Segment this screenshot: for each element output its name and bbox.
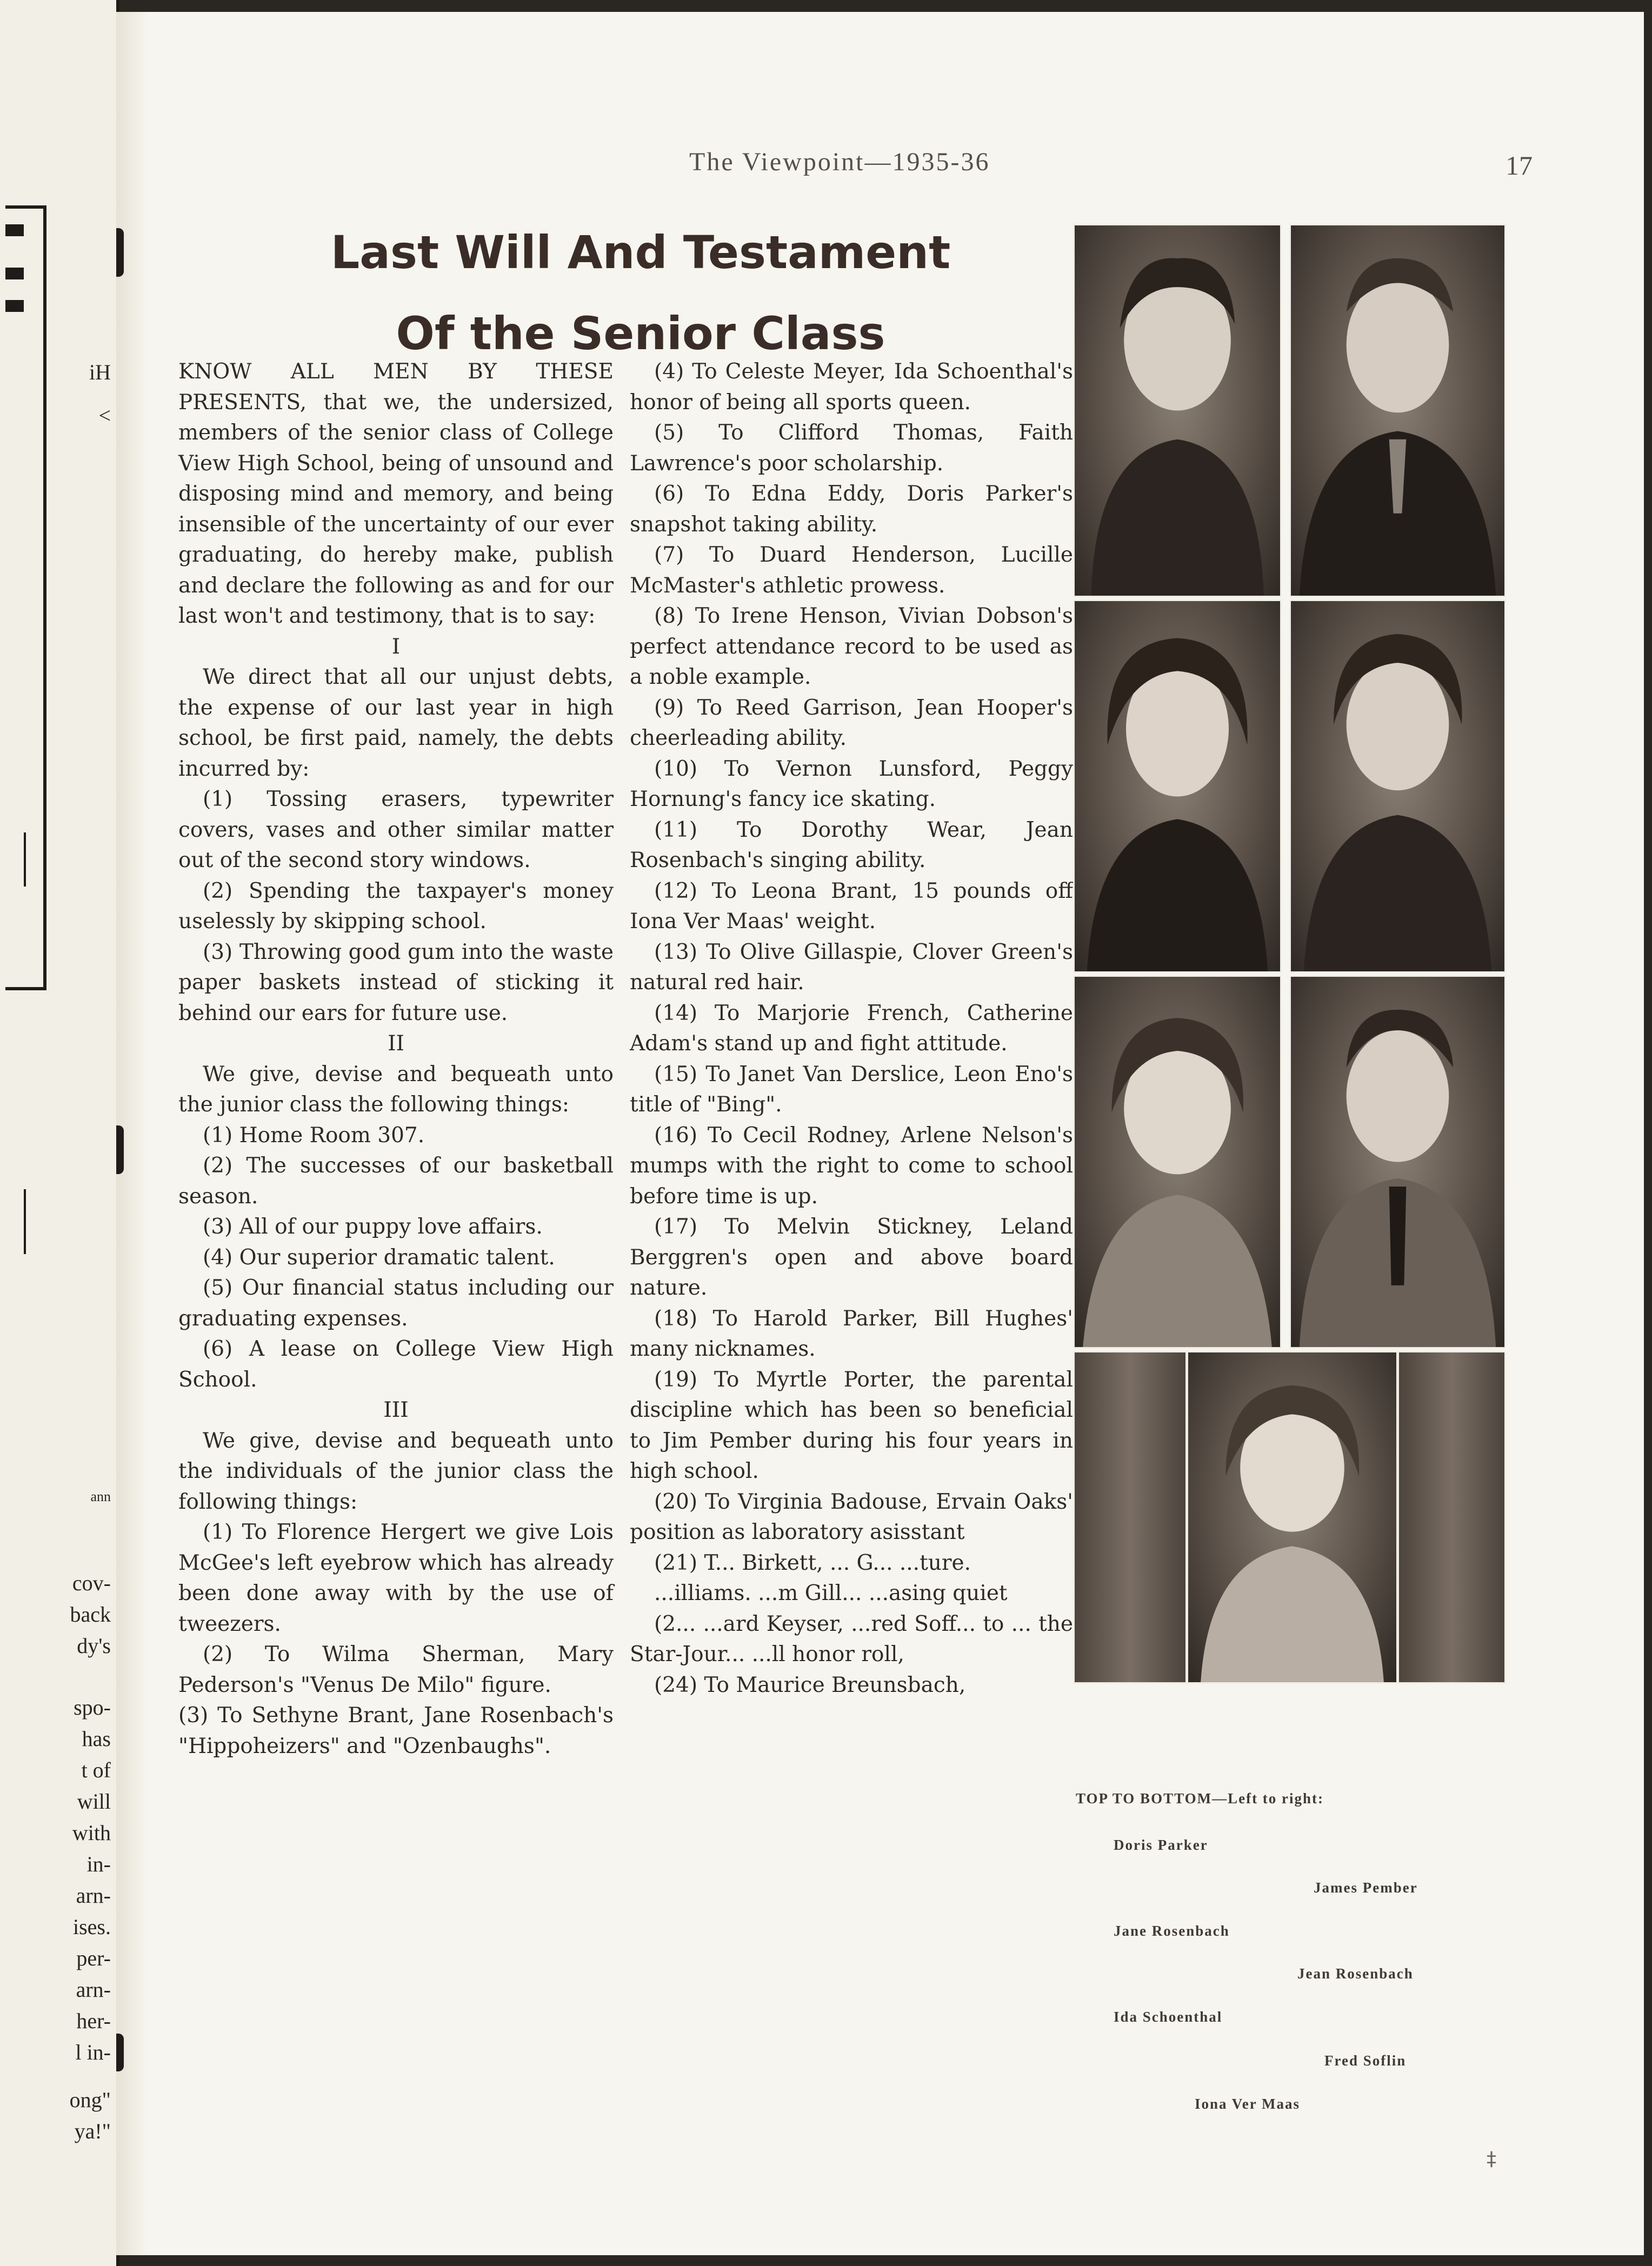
list-item: (16) To Cecil Rodney, Arlene Nelson's mumps with the right to come to school before time is up. (630, 1123, 1073, 1209)
photo-border-panel (1397, 1351, 1506, 1684)
margin-fragment: ya!" (74, 2119, 111, 2143)
list-item: (2) Spending the taxpayer's money uselessly by skipping school. (178, 878, 614, 934)
list-item: (3) All of our puppy love affairs. (203, 1215, 543, 1239)
portrait-photo (1073, 599, 1282, 973)
section-heading: III (383, 1398, 409, 1422)
binding-mark (116, 228, 124, 277)
margin-fragment: will (77, 1789, 111, 1814)
photo-caption-heading: TOP TO BOTTOM—Left to right: (1076, 1790, 1324, 1807)
margin-fragment: arn- (76, 1977, 111, 2002)
margin-fragment: her- (76, 2009, 111, 2033)
margin-fragment: in- (86, 1852, 111, 1876)
list-item: (7) To Duard Henderson, Lucille McMaster's athletic prowess. (630, 543, 1073, 598)
margin-fragment: cov- (72, 1571, 111, 1595)
margin-fragment: iH (89, 360, 111, 384)
adjacent-page-mark (5, 224, 24, 236)
list-item: (24) To Maurice Breunsbach, (654, 1672, 966, 1697)
list-item: (12) To Leona Brant, 15 pounds off Iona Ver Maas' weight. (630, 878, 1073, 934)
margin-fragment: spo- (74, 1695, 111, 1720)
preamble: KNOW ALL MEN BY THESE PRESENTS, that we, the undersized, members of the senior class of College View High School, being of unsound and disposing mind and memory, and being insensible of the uncertainty of our ever graduating, do hereby make, publish and declare the following as and for our last won't and testimony, that is to say: (178, 359, 614, 628)
adjacent-page-rule (24, 1189, 26, 1254)
list-item: (2) To Wilma Sherman, Mary Pederson's "Venus De Milo" figure. (178, 1642, 614, 1697)
margin-fragment: l in- (75, 2040, 111, 2064)
yearbook-page (116, 12, 1644, 2255)
binding-mark (116, 1125, 124, 1174)
caption-name: Ida Schoenthal (1114, 2009, 1223, 2025)
list-item: (13) To Olive Gillaspie, Clover Green's natural red hair. (630, 939, 1073, 995)
list-item: (10) To Vernon Lunsford, Peggy Hornung's fancy ice skating. (630, 756, 1073, 811)
title-line-1: Last Will And Testament (330, 226, 951, 279)
list-item: (17) To Melvin Stickney, Leland Berggren's open and above board nature. (630, 1215, 1073, 1300)
margin-fragment: arn- (76, 1883, 111, 1908)
caption-name: Jane Rosenbach (1114, 1923, 1230, 1939)
text-column-2 (630, 357, 1073, 1701)
portrait-photo (1073, 975, 1282, 1349)
margin-fragment: dy's (77, 1634, 111, 1658)
section-intro: We give, devise and bequeath unto the individuals of the junior class the following things: (178, 1428, 614, 1514)
end-mark: ‡ (1487, 2148, 1496, 2170)
list-item: (5) Our financial status including our graduating expenses. (178, 1276, 614, 1331)
section-heading: II (388, 1031, 404, 1056)
adjacent-page-box (5, 205, 46, 990)
margin-fragment: per- (76, 1946, 111, 1970)
list-item: (3) To Sethyne Brant, Jane Rosenbach's "Hippoheizers" and "Ozenbaughs". (178, 1703, 614, 1758)
section-heading: I (391, 634, 401, 659)
caption-name: Jean Rosenbach (1297, 1965, 1414, 1982)
margin-fragment: ong" (69, 2088, 111, 2112)
caption-name: Doris Parker (1114, 1837, 1208, 1853)
list-item: (6) To Edna Eddy, Doris Parker's snapshot taking ability. (630, 482, 1073, 537)
adjacent-page-rule (24, 832, 26, 887)
margin-fragment: < (98, 403, 111, 428)
title-line-2: Of the Senior Class (396, 307, 885, 360)
list-item: ...illiams. ...m Gill... ...asing quiet (654, 1581, 1008, 1605)
text-column-1 (178, 357, 614, 1762)
portrait-photo (1187, 1351, 1398, 1684)
list-item: (2... ...ard Keyser, ...red Soff... to ... the Star-Jour... ...ll honor roll, (630, 1611, 1073, 1667)
list-item: (19) To Myrtle Porter, the parental discipline which has been so beneficial to Jim Pember during his four years in high school. (630, 1367, 1073, 1483)
list-item: (5) To Clifford Thomas, Faith Lawrence's poor scholarship. (630, 421, 1073, 476)
margin-fragment: ann (90, 1489, 111, 1504)
caption-name: Fred Soflin (1324, 2052, 1407, 2069)
margin-fragment: has (82, 1727, 111, 1751)
list-item: (14) To Marjorie French, Catherine Adam's stand up and fight attitude. (630, 1001, 1073, 1056)
article-title (268, 212, 1014, 374)
list-item: (1) To Florence Hergert we give Lois McGee's left eyebrow which has already been done away with by the use of tweezers. (178, 1520, 614, 1636)
portrait-photo (1289, 599, 1506, 973)
list-item: (2) The successes of our basketball season. (178, 1154, 614, 1209)
page-number: 17 (1506, 150, 1533, 181)
list-item: (1) Home Room 307. (203, 1123, 425, 1148)
running-header: The Viewpoint—1935-36 (689, 148, 990, 176)
portrait-photo (1289, 975, 1506, 1349)
list-item: (3) Throwing good gum into the waste paper baskets instead of sticking it behind our ears for future use. (178, 939, 614, 1025)
list-item: (18) To Harold Parker, Bill Hughes' many nicknames. (630, 1306, 1073, 1361)
margin-fragment: with (72, 1821, 111, 1845)
adjacent-page-strip (0, 0, 119, 2266)
margin-fragment: ises. (73, 1915, 111, 1939)
list-item: (6) A lease on College View High School. (178, 1337, 614, 1392)
list-item: (9) To Reed Garrison, Jean Hooper's cheerleading ability. (630, 695, 1073, 750)
list-item: (20) To Virginia Badouse, Ervain Oaks' position as laboratory asisstant (630, 1489, 1073, 1544)
list-item: (4) To Celeste Meyer, Ida Schoenthal's honor of being all sports queen. (630, 359, 1073, 415)
adjacent-page-mark (5, 268, 24, 279)
list-item: (15) To Janet Van Derslice, Leon Eno's title of "Bing". (630, 1062, 1073, 1117)
caption-name: Iona Ver Maas (1195, 2096, 1301, 2112)
portrait-photo (1289, 224, 1506, 597)
margin-fragment: back (70, 1602, 111, 1627)
list-item: (21) T... Birkett, ... G... ...ture. (654, 1550, 971, 1575)
binding-mark (116, 2034, 124, 2071)
adjacent-page-mark (5, 300, 24, 312)
list-item: (4) Our superior dramatic talent. (203, 1245, 555, 1270)
portrait-photo (1073, 224, 1282, 597)
list-item: (1) Tossing erasers, typewriter covers, vases and other similar matter out of the second story windows. (178, 787, 614, 872)
caption-name: James Pember (1314, 1880, 1418, 1896)
section-intro: We direct that all our unjust debts, the expense of our last year in high school, be first paid, namely, the debts incurred by: (178, 665, 614, 781)
section-intro: We give, devise and bequeath unto the junior class the following things: (178, 1062, 614, 1117)
portrait-collage (1073, 224, 1533, 1745)
margin-fragment: t of (81, 1758, 111, 1782)
list-item: (8) To Irene Henson, Vivian Dobson's perfect attendance record to be used as a noble example. (630, 604, 1073, 689)
list-item: (11) To Dorothy Wear, Jean Rosenbach's singing ability. (630, 817, 1073, 872)
photo-border-panel (1073, 1351, 1187, 1684)
